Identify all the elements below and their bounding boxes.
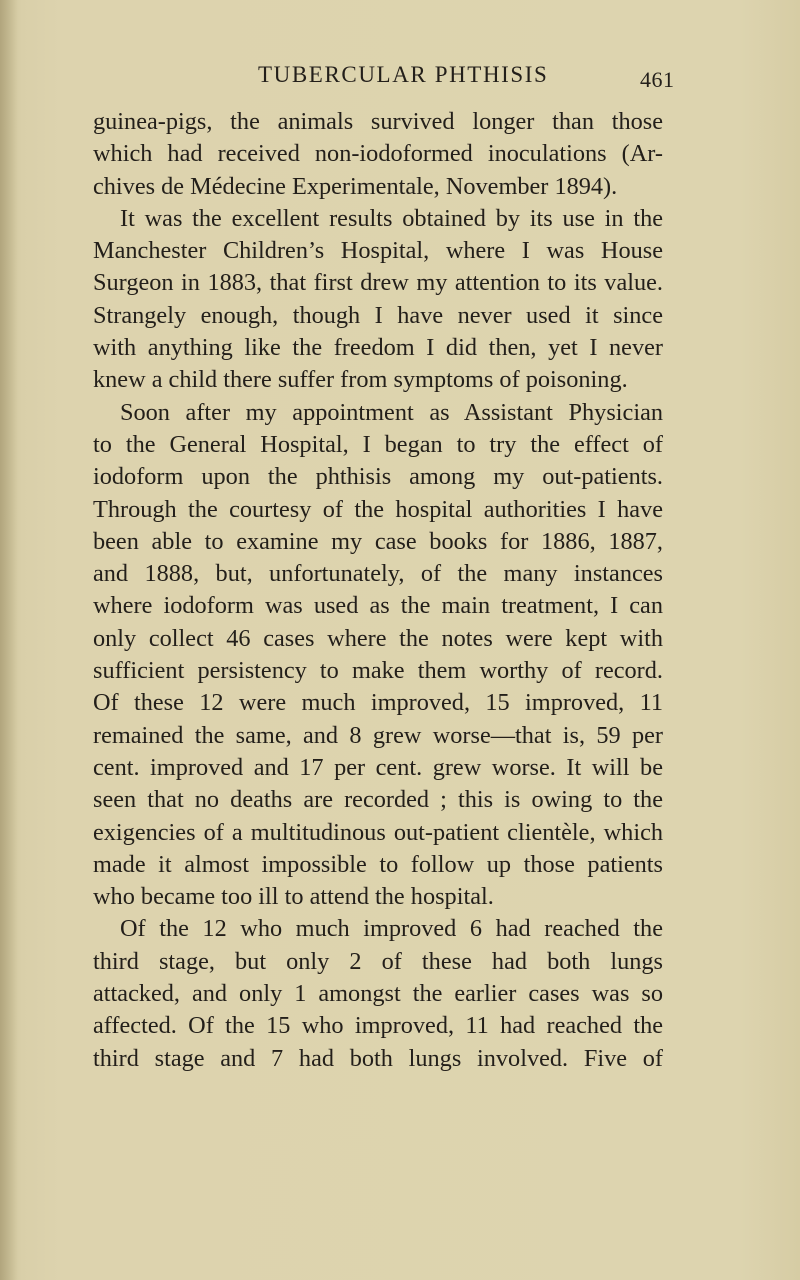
text-line: third stage, but only 2 of these had both lungs bbox=[93, 947, 663, 975]
text-line: iodoform upon the phthisis among my out-patients. bbox=[93, 463, 663, 491]
gutter-shadow bbox=[0, 0, 18, 1280]
page-header bbox=[0, 62, 800, 102]
text-line: remained the same, and 8 grew worse—that is, 59 per bbox=[93, 721, 663, 749]
text-line: and 1888, but, unfortunately, of the many instances bbox=[93, 560, 663, 588]
text-line: guinea-pigs, the animals survived longer than those bbox=[93, 108, 663, 135]
text-line: made it almost impossible to follow up those patients bbox=[93, 850, 663, 878]
text-line: cent. improved and 17 per cent. grew worse. It will be bbox=[93, 753, 663, 781]
text-line: attacked, and only 1 amongst the earlier cases was so bbox=[93, 980, 663, 1008]
text-line: exigencies of a multitudinous out-patient clientèle, which bbox=[93, 818, 663, 846]
text-line: been able to examine my case books for 1886, 1887, bbox=[93, 527, 663, 555]
text-line: to the General Hospital, I began to try the effect of bbox=[93, 430, 663, 458]
running-head: TUBERCULAR PHTHISIS bbox=[258, 62, 549, 87]
text-line: where iodoform was used as the main treatment, I can bbox=[93, 592, 663, 620]
page-number: 461 bbox=[640, 67, 675, 92]
text-line: seen that no deaths are recorded ; this is owing to the bbox=[93, 786, 663, 814]
text-line: Soon after my appointment as Assistant Physician bbox=[120, 398, 663, 426]
text-line: who became too ill to attend the hospital. bbox=[93, 883, 494, 911]
text-line: Manchester Children’s Hospital, where I was House bbox=[93, 237, 663, 265]
text-line: chives de Médecine Experimentale, November 1894). bbox=[93, 172, 618, 200]
text-line: which had received non-iodoformed inoculations (Ar- bbox=[93, 140, 663, 168]
text-line: Of the 12 who much improved 6 had reached the bbox=[120, 915, 663, 943]
text-line: third stage and 7 had both lungs involved. Five of bbox=[93, 1044, 663, 1072]
text-line: affected. Of the 15 who improved, 11 had reached the bbox=[93, 1012, 663, 1040]
text-line: It was the excellent results obtained by its use in the bbox=[120, 204, 663, 232]
text-line: Surgeon in 1883, that first drew my attention to its value. bbox=[93, 269, 663, 297]
text-line: knew a child there suffer from symptoms of poisoning. bbox=[93, 366, 628, 394]
text-line: Strangely enough, though I have never used it since bbox=[93, 301, 663, 329]
text-line: sufficient persistency to make them worthy of record. bbox=[93, 657, 663, 685]
text-line: only collect 46 cases where the notes were kept with bbox=[93, 624, 663, 652]
text-line: Through the courtesy of the hospital authorities I have bbox=[93, 495, 663, 523]
body-text bbox=[93, 106, 663, 1075]
text-line: Of these 12 were much improved, 15 improved, 11 bbox=[93, 689, 663, 717]
text-line: with anything like the freedom I did then, yet I never bbox=[93, 334, 663, 362]
